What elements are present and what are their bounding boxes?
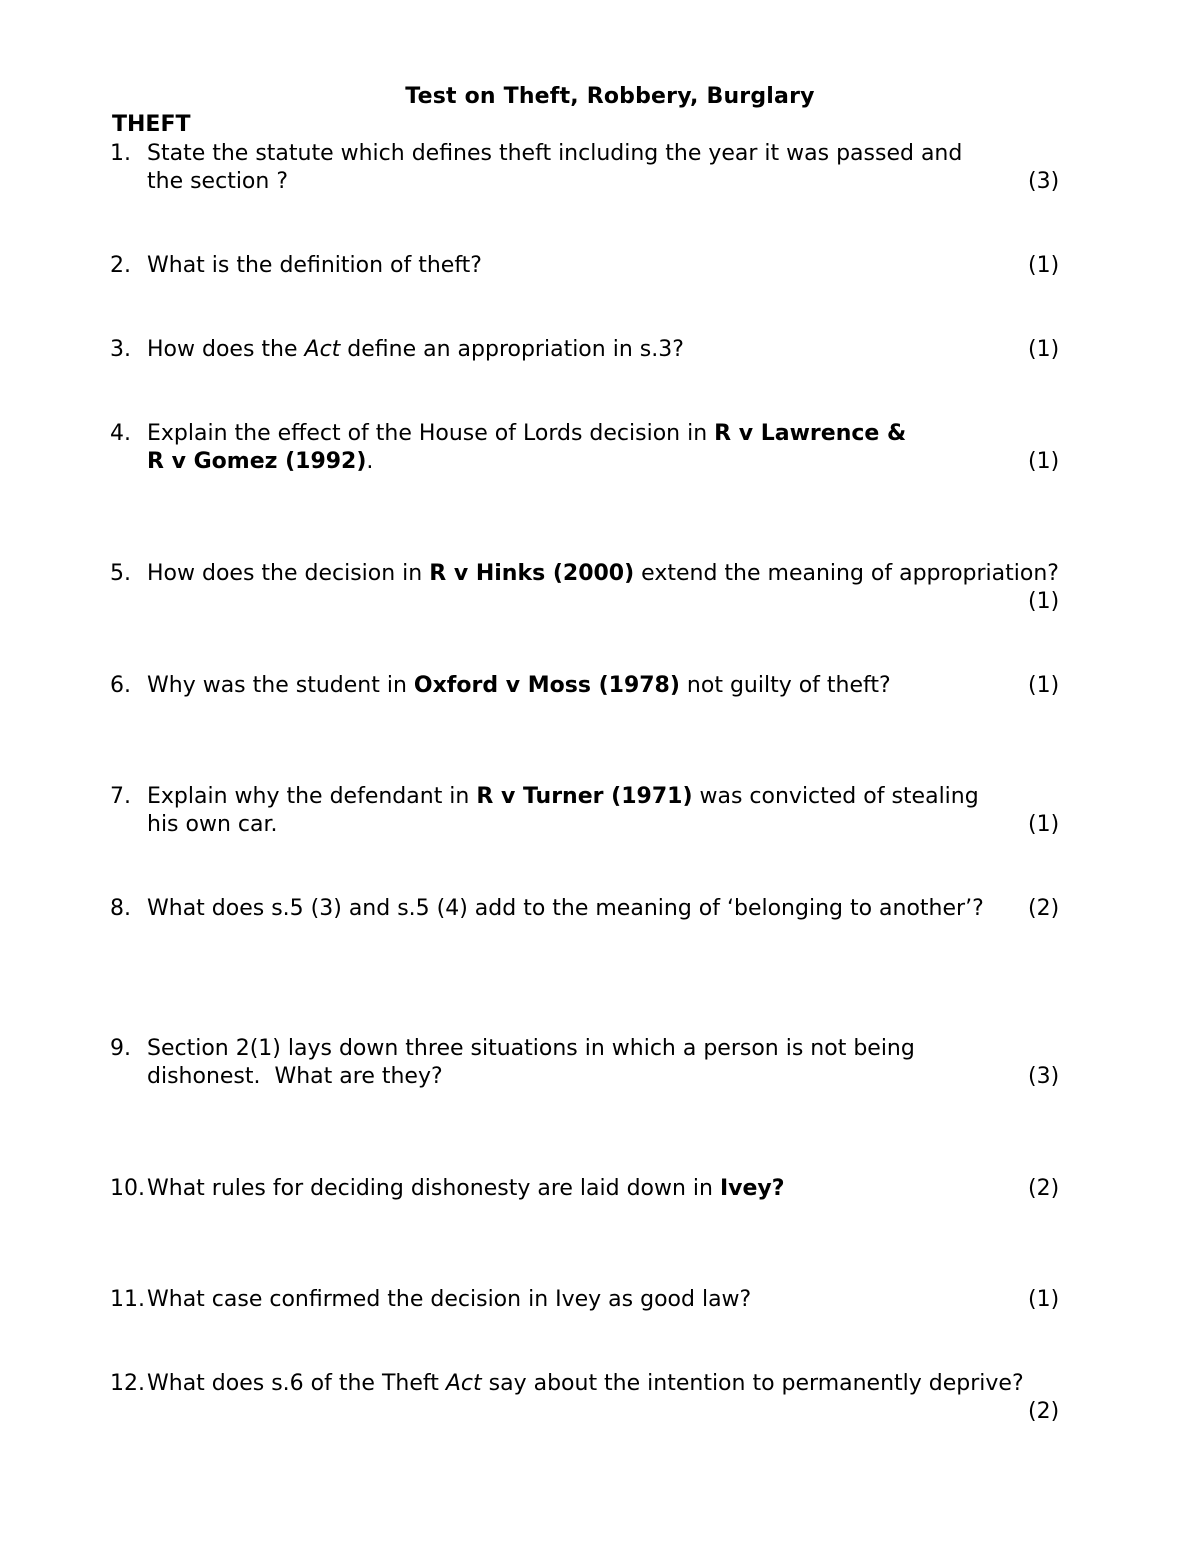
question-text: State the statute which defines theft including the year it was passed and — [147, 141, 963, 166]
question-text: What does s.5 (3) and s.5 (4) add to the meaning of ‘belonging to another’? — [147, 896, 984, 921]
page-title: Test on Theft, Robbery, Burglary — [405, 84, 815, 109]
case-name: Oxford v Moss (1978) — [413, 673, 680, 698]
question-12 — [110, 1370, 1050, 1398]
question-mark: (1) — [1028, 449, 1060, 474]
question-text: dishonest. What are they? — [147, 1064, 443, 1089]
question-text: Section 2(1) lays down three situations in which a person is not being — [147, 1036, 915, 1061]
question-mark: (1) — [1028, 589, 1060, 614]
question-text: What is the definition of theft? — [147, 253, 482, 278]
question-number: 12. — [110, 1371, 145, 1396]
question-mark: (1) — [1028, 673, 1060, 698]
question-number: 2. — [110, 253, 131, 278]
case-name: R v Turner (1971) — [476, 784, 693, 809]
question-text: the section ? — [147, 169, 289, 194]
question-number: 1. — [110, 141, 131, 166]
question-mark: (3) — [1028, 1064, 1060, 1089]
question-number: 7. — [110, 784, 131, 809]
question-mark: (1) — [1028, 812, 1060, 837]
question-text: extend the meaning of appropriation? — [634, 561, 1059, 586]
question-9 — [110, 1035, 1050, 1091]
case-name: R v Hinks (2000) — [429, 561, 635, 586]
question-number: 5. — [110, 561, 131, 586]
question-text: What does s.6 of the Theft — [147, 1371, 446, 1396]
question-number: 3. — [110, 337, 131, 362]
question-7 — [110, 783, 1050, 839]
question-mark: (2) — [1028, 1176, 1060, 1201]
question-mark: (3) — [1028, 169, 1060, 194]
question-10 — [110, 1175, 1050, 1203]
section-heading-theft: THEFT — [112, 112, 191, 137]
question-text: Explain the effect of the House of Lords decision in — [147, 421, 715, 446]
question-number: 8. — [110, 896, 131, 921]
question-text: was convicted of stealing — [692, 784, 979, 809]
question-number: 11. — [110, 1287, 145, 1312]
case-name: R v Gomez (1992) — [147, 449, 367, 474]
question-text: How does the decision in — [147, 561, 430, 586]
question-4 — [110, 420, 1050, 476]
question-text: What rules for deciding dishonesty are laid down in — [147, 1176, 720, 1201]
question-text: Explain why the defendant in — [147, 784, 477, 809]
question-mark: (1) — [1028, 1287, 1060, 1312]
act-reference: Act — [445, 1371, 482, 1396]
question-number: 4. — [110, 421, 131, 446]
question-6 — [110, 672, 1050, 700]
question-mark: (2) — [1028, 1399, 1060, 1424]
question-2 — [110, 252, 1050, 280]
question-5 — [110, 560, 1059, 588]
question-number: 10. — [110, 1176, 145, 1201]
question-text: What case confirmed the decision in Ivey as good law? — [147, 1287, 752, 1312]
question-number: 6. — [110, 673, 131, 698]
question-text: define an appropriation in s.3? — [340, 337, 684, 362]
question-text: . — [366, 449, 374, 474]
case-name: R v Lawrence & — [714, 421, 907, 446]
question-text: his own car. — [147, 812, 278, 837]
question-text: How does the — [147, 337, 305, 362]
question-text: Why was the student in — [147, 673, 414, 698]
question-1 — [110, 140, 1050, 196]
act-reference: Act — [304, 337, 341, 362]
question-text: say about the intention to permanently deprive? — [481, 1371, 1024, 1396]
question-mark: (1) — [1028, 337, 1060, 362]
question-number: 9. — [110, 1036, 131, 1061]
question-8 — [110, 895, 1050, 923]
question-11 — [110, 1286, 1050, 1314]
question-3 — [110, 336, 1050, 364]
case-name: Ivey? — [719, 1176, 785, 1201]
question-text: not guilty of theft? — [679, 673, 891, 698]
question-mark: (1) — [1028, 253, 1060, 278]
question-mark: (2) — [1028, 896, 1060, 921]
